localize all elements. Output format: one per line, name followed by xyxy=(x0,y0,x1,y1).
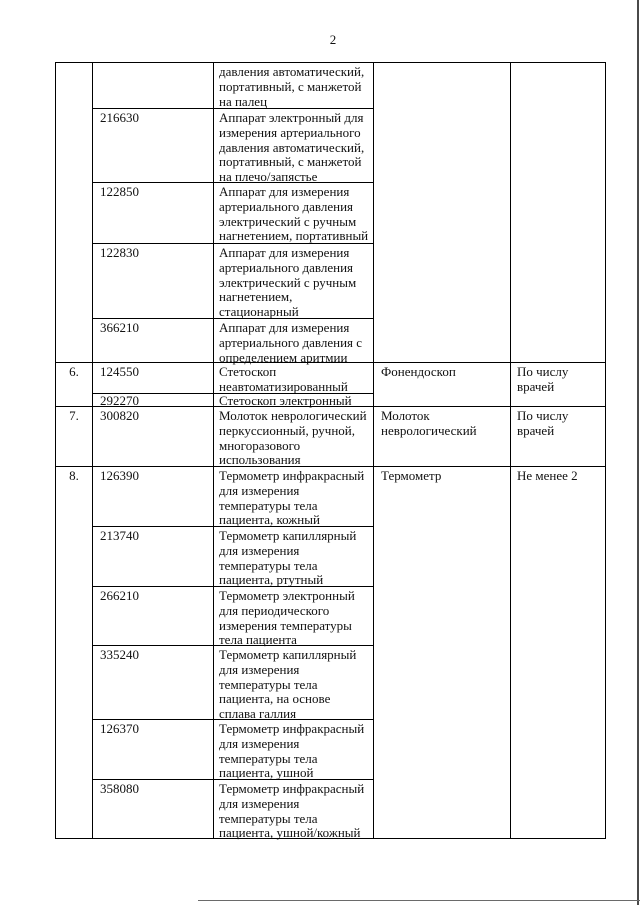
name-cell: Термометр капиллярный для измерения температуры тела пациента, на основе сплава галлия xyxy=(213,645,374,720)
code-cell xyxy=(92,62,214,109)
name-cell: Термометр инфракрасный для измерения температуры тела пациента, кожный xyxy=(213,466,374,527)
type-cell: Фонендоскоп xyxy=(373,362,511,407)
row-number-cell xyxy=(55,62,93,363)
name-cell: Стетоскоп электронный xyxy=(213,393,374,407)
code-cell: 292270 xyxy=(92,393,214,407)
page-number: 2 xyxy=(329,32,337,47)
code-cell: 266210 xyxy=(92,586,214,646)
name-cell: Аппарат электронный для измерения артериального давления автоматический, портативный, с манжетой на плечо/запястье xyxy=(213,108,374,183)
quantity-cell: По числу врачей xyxy=(510,362,606,407)
quantity-cell: По числу врачей xyxy=(510,406,606,467)
name-cell: Молоток неврологический перкуссионный, ручной, многоразового использования xyxy=(213,406,374,467)
name-cell: Стетоскоп неавтоматизированный xyxy=(213,362,374,394)
quantity-cell xyxy=(510,62,606,363)
name-cell: Аппарат для измерения артериального давления электрический с ручным нагнетением, стационарный xyxy=(213,243,374,319)
code-cell: 124550 xyxy=(92,362,214,394)
type-cell: Молоток неврологический xyxy=(373,406,511,467)
row-number-cell: 6. xyxy=(55,362,93,407)
name-cell: Термометр электронный для периодического измерения температуры тела пациента xyxy=(213,586,374,646)
name-cell: Термометр инфракрасный для измерения температуры тела пациента, ушной xyxy=(213,719,374,780)
name-cell: Термометр капиллярный для измерения температуры тела пациента, ртутный xyxy=(213,526,374,587)
row-number-cell: 8. xyxy=(55,466,93,839)
scan-edge-right xyxy=(637,0,639,905)
name-cell: Аппарат для измерения артериального давления электрический с ручным нагнетением, портативный xyxy=(213,182,374,244)
code-cell: 122830 xyxy=(92,243,214,319)
code-cell: 300820 xyxy=(92,406,214,467)
code-cell: 366210 xyxy=(92,318,214,363)
code-cell: 358080 xyxy=(92,779,214,839)
code-cell: 216630 xyxy=(92,108,214,183)
code-cell: 335240 xyxy=(92,645,214,720)
code-cell: 213740 xyxy=(92,526,214,587)
name-cell: Аппарат для измерения артериального давления с определением аритмии xyxy=(213,318,374,363)
name-cell: давления автоматический, портативный, с манжетой на палец xyxy=(213,62,374,109)
code-cell: 122850 xyxy=(92,182,214,244)
row-number-cell: 7. xyxy=(55,406,93,467)
code-cell: 126390 xyxy=(92,466,214,527)
type-cell: Термометр xyxy=(373,466,511,839)
code-cell: 126370 xyxy=(92,719,214,780)
type-cell xyxy=(373,62,511,363)
quantity-cell: Не менее 2 xyxy=(510,466,606,839)
name-cell: Термометр инфракрасный для измерения температуры тела пациента, ушной/кожный xyxy=(213,779,374,839)
scan-edge-bottom xyxy=(198,900,640,901)
